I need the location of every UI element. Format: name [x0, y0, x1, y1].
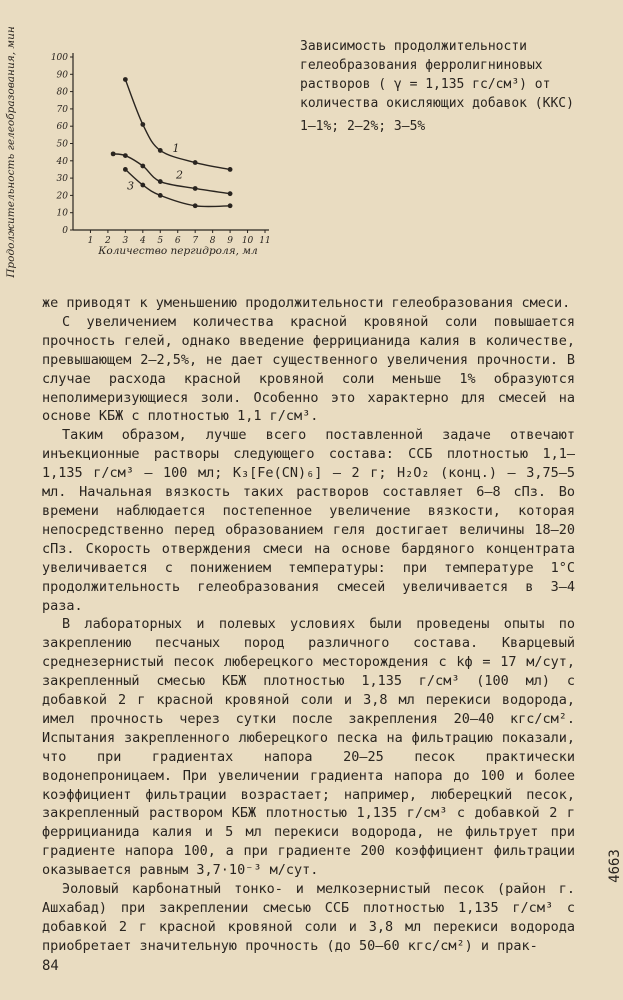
x-axis-label: Количество пергидроля, мл — [98, 245, 258, 257]
x-tick-label: 7 — [192, 236, 199, 246]
data-point — [123, 153, 128, 158]
y-tick-label: 0 — [62, 226, 68, 236]
x-tick-label: 4 — [139, 236, 146, 246]
archive-stamp: 4663 — [606, 849, 623, 883]
gelation-time-chart — [0, 26, 300, 278]
page-number: 84 — [42, 958, 59, 974]
paragraph: С увеличением количества красной кровяной соли повышается прочность гелей, однако введение феррицианида калия в количестве, превышающем 2–2,5%, не дает существенного увеличения прочности. В случае расхода красной кровяной соли меньше 1% образуются неполимеризующиеся золи. Особенно это характерно для смесей на основе КБЖ с плотностью 1,1 г/см³. — [42, 313, 575, 425]
y-tick-label: 20 — [56, 191, 68, 202]
x-tick-label: 2 — [105, 236, 111, 246]
data-point — [140, 164, 145, 169]
x-tick-label: 9 — [227, 236, 233, 246]
x-tick-label: 10 — [241, 236, 254, 246]
paragraph: же приводят к уменьшению продолжительности гелеобразования смеси. — [42, 295, 571, 311]
data-point — [158, 179, 163, 184]
paragraph: Эоловый карбонатный тонко- и мелкозернистый песок (район г. Ашхабад) при закреплении смесью ССБ плотностью 1,135 г/см³ с добавкой 2 г красной кровяной соли и 3,8 мл перекиси водорода приобретает значительную прочность (до 50–60 кгс/см²) и прак- — [42, 881, 575, 954]
data-point — [193, 186, 198, 191]
y-tick-label: 80 — [56, 87, 68, 98]
data-point — [123, 77, 128, 82]
x-tick-label: 6 — [174, 236, 181, 246]
body-text — [42, 294, 575, 956]
x-tick-label: 11 — [259, 236, 271, 246]
data-point — [228, 167, 233, 172]
data-point — [158, 193, 163, 198]
y-tick-label: 60 — [56, 122, 68, 133]
paragraph: Таким образом, лучше всего поставленной задаче отвечают инъекционные растворы следующего состава: ССБ плотностью 1,1–1,135 г/см³ – 100 мл; K₃[Fe(CN)₆] – 2 г; H₂O₂ (конц.) – 3,75–5 мл. Начальная вязкость таких растворов составляет 6–8 сПз. Во времени наблюдается постепенное увеличение вязкости, которая непосредственно перед образованием геля достигает величины 18–20 сПз. Скорость отверждения смеси на основе бардяного концентрата увеличивается с понижением температуры: при температуре 1°С продолжительность гелеобразования смесей увеличивается в 3–4 раза. — [42, 427, 575, 614]
data-point — [123, 167, 128, 172]
figure-caption — [300, 37, 600, 136]
y-tick-label: 70 — [56, 104, 68, 115]
data-point — [111, 151, 116, 156]
y-tick-label: 30 — [56, 174, 68, 185]
data-point — [158, 148, 163, 153]
paragraph: В лабораторных и полевых условиях были проведены опыты по закреплению песчаных пород различного состава. Кварцевый среднезернистый песок люберецкого месторождения с kф = 17 м/сут, закрепленный смесью КБЖ плотностью 1,135 г/см³ (100 мл) с добавкой 2 г красной кровяной соли и 3,8 мл перекиси водорода, имел прочность через сутки после закрепления 20–40 кгс/см². Испытания закрепленного люберецкого песка на фильтрацию показали, что при градиентах напора 20–25 песок практически водонепроницаем. При увеличении градиента напора до 100 и более коэффициент фильтрации возрастает; например, люберецкий песок, закрепленный раствором КБЖ плотностью 1,135 г/см³ с добавкой 2 г феррицианида калия и 5 мл перекиси водорода, не фильтрует при градиенте напора 100, а при градиенте 200 коэффициент фильтрации оказывается равным 3,7·10⁻³ м/сут. — [42, 616, 575, 879]
x-tick-label: 3 — [122, 236, 129, 246]
y-tick-label: 100 — [50, 53, 68, 63]
curve-label: 1 — [172, 141, 180, 155]
y-tick-label: 50 — [56, 139, 68, 150]
x-tick-label: 1 — [87, 236, 94, 246]
data-point — [140, 122, 145, 127]
curve-label: 3 — [127, 179, 135, 193]
x-tick-label: 8 — [209, 236, 216, 246]
caption-legend: 1–1%; 2–2%; 3–5% — [300, 119, 426, 134]
data-point — [193, 160, 198, 165]
data-point — [228, 191, 233, 196]
y-tick-label: 10 — [56, 208, 68, 219]
y-tick-labels — [51, 53, 68, 236]
caption-text: Зависимость продолжительности гелеобразования ферролигниновых растворов ( γ = 1,135 гс/см³) от количества окисляющих добавок (ККС) — [300, 39, 574, 111]
data-point — [140, 183, 145, 188]
curve-label: 2 — [175, 168, 183, 182]
data-point — [193, 203, 198, 208]
data-point — [228, 203, 233, 208]
chart-axes — [70, 53, 269, 233]
y-tick-label: 40 — [56, 156, 68, 167]
y-axis-label: Продолжительность гелеобразования, мин — [5, 26, 17, 278]
y-tick-label: 90 — [56, 70, 68, 81]
x-tick-label: 5 — [157, 236, 164, 246]
